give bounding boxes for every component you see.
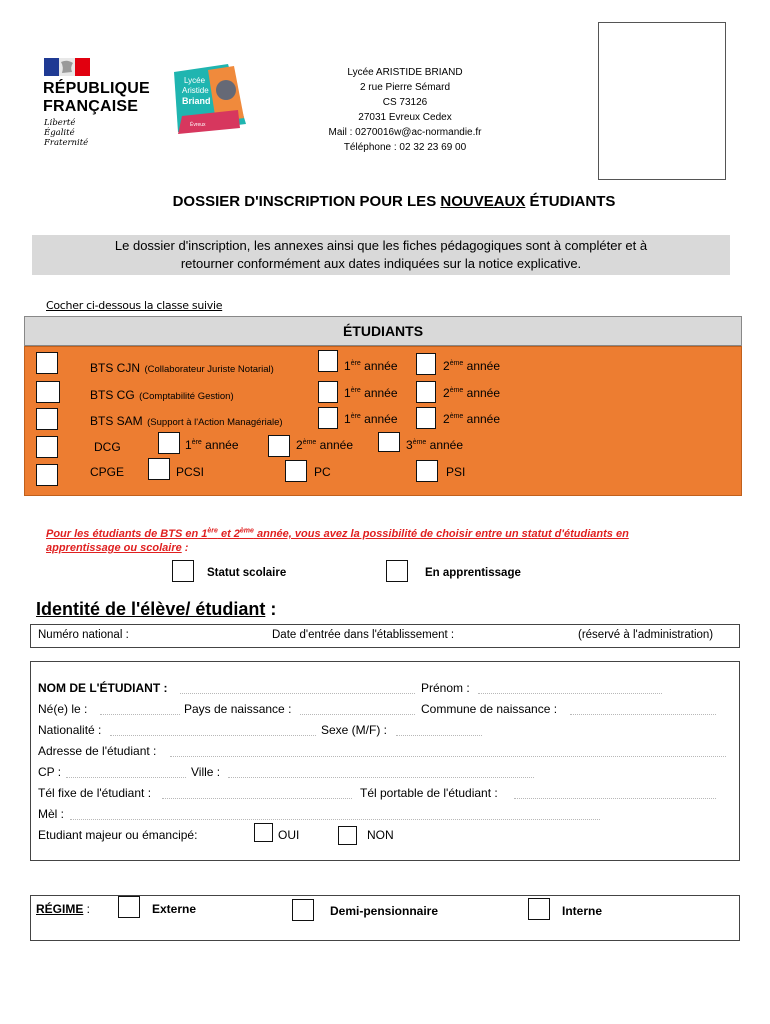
numero-national-label: Numéro national :	[38, 629, 129, 641]
motto-liberte: Liberté	[44, 118, 76, 128]
cpge-checkbox[interactable]	[36, 464, 58, 486]
pcsi-label: PCSI	[176, 465, 205, 479]
pays-field[interactable]	[300, 714, 415, 715]
cp-label: CP :	[38, 765, 62, 779]
regime-demi-pensionnaire-label: Demi-pensionnaire	[330, 904, 439, 918]
dcg-year1-label: 1ère année	[185, 438, 239, 452]
bts-cg-year1-label: 1ère année	[344, 386, 398, 400]
dcg-year2-label: 2ème année	[296, 438, 354, 452]
bts-cg-label	[90, 386, 234, 404]
dcg-year3-label: 3ème année	[406, 438, 464, 452]
bts-cjn-checkbox[interactable]	[36, 352, 58, 374]
majeur-non-label: NON	[367, 828, 394, 842]
school-cs: CS 73126	[382, 97, 428, 108]
commune-field[interactable]	[570, 714, 716, 715]
lycee-logo	[168, 62, 250, 138]
pays-label: Pays de naissance :	[184, 702, 292, 716]
majeur-label: Etudiant majeur ou émancipé:	[38, 828, 198, 842]
adresse-label: Adresse de l'étudiant :	[38, 744, 157, 758]
page-title	[0, 193, 770, 210]
adresse-field[interactable]	[170, 756, 726, 757]
bts-cjn-year2-label: 2ème année	[443, 359, 501, 373]
lycee-logo-subtitle: Évreux	[190, 122, 206, 128]
regime-externe-checkbox[interactable]	[118, 896, 140, 918]
identity-heading: Identité de l'élève/ étudiant :	[36, 599, 277, 619]
bts-sam-year2-checkbox[interactable]	[416, 407, 436, 429]
majeur-oui-label: OUI	[278, 828, 300, 842]
tel-fixe-field[interactable]	[162, 798, 352, 799]
majeur-non-checkbox[interactable]	[338, 826, 357, 845]
pc-label: PC	[314, 465, 331, 479]
motto-fraternite: Fraternité	[44, 138, 89, 148]
school-name: Lycée ARISTIDE BRIAND	[347, 67, 463, 78]
notice-line1: Le dossier d'inscription, les annexes ainsi que les fiches pédagogiques sont à compléter et à	[114, 238, 648, 253]
lycee-logo-line3: Briand	[182, 96, 211, 106]
title-after: ÉTUDIANTS	[525, 193, 616, 210]
bts-status-line1: Pour les étudiants de BTS en 1ère et 2ème année, vous avez la possibilité de choisir entre un statut d'étudiants en	[46, 527, 629, 540]
dcg-year1-checkbox[interactable]	[158, 432, 180, 454]
majeur-oui-checkbox[interactable]	[254, 823, 273, 842]
commune-label: Commune de naissance :	[421, 702, 558, 716]
ville-field[interactable]	[228, 777, 534, 778]
lycee-logo-line2: Aristide	[182, 86, 209, 95]
dcg-checkbox[interactable]	[36, 436, 58, 458]
bts-cg-checkbox[interactable]	[36, 381, 60, 403]
statut-scolaire-checkbox[interactable]	[172, 560, 194, 582]
school-mail: Mail : 0270016w@ac-normandie.fr	[328, 127, 482, 138]
bts-cjn-label	[90, 359, 274, 377]
mel-field[interactable]	[70, 819, 600, 820]
bts-cjn-year1-checkbox[interactable]	[318, 350, 338, 372]
class-instruction: Cocher ci-dessous la classe suivie	[46, 299, 223, 312]
school-phone: Téléphone : 02 32 23 69 00	[343, 142, 467, 153]
prenom-field[interactable]	[478, 693, 662, 694]
bts-cjn-year1-label: 1ère année	[344, 359, 398, 373]
apprentissage-checkbox[interactable]	[386, 560, 408, 582]
bts-cjn-detail: (Collaborateur Juriste Notarial)	[144, 364, 274, 375]
title-before: DOSSIER D'INSCRIPTION POUR LES	[172, 193, 441, 210]
cp-field[interactable]	[66, 777, 186, 778]
regime-interne-label: Interne	[562, 904, 603, 918]
republique-line2: FRANÇAISE	[43, 98, 139, 115]
bts-sam-year2-label: 2ème année	[443, 412, 501, 426]
bts-cg-year2-label: 2ème année	[443, 386, 501, 400]
bts-cg-year1-checkbox[interactable]	[318, 381, 338, 403]
apprentissage-label: En apprentissage	[425, 567, 521, 579]
regime-demi-pensionnaire-checkbox[interactable]	[292, 899, 314, 921]
bts-sam-label	[90, 412, 283, 430]
bts-sam-year1-checkbox[interactable]	[318, 407, 338, 429]
notice-box	[32, 235, 730, 275]
tel-portable-label: Tél portable de l'étudiant :	[360, 786, 498, 800]
bts-cg-year2-checkbox[interactable]	[416, 381, 436, 403]
identity-heading-text: Identité de l'élève/ étudiant	[36, 599, 266, 619]
bts-cjn-year2-checkbox[interactable]	[416, 353, 436, 375]
pc-checkbox[interactable]	[285, 460, 307, 482]
photo-box[interactable]	[598, 22, 726, 180]
students-header-label: ÉTUDIANTS	[342, 323, 424, 339]
statut-scolaire-label: Statut scolaire	[207, 567, 287, 579]
motto-egalite: Égalité	[44, 128, 75, 138]
cpge-label: CPGE	[90, 465, 125, 479]
dcg-year3-checkbox[interactable]	[378, 432, 400, 452]
bts-sam-name: BTS SAM	[90, 414, 143, 428]
mel-label: Mèl :	[38, 807, 65, 821]
bts-sam-detail: (Support à l'Action Managériale)	[147, 417, 283, 428]
nom-label: NOM DE L'ÉTUDIANT :	[38, 681, 168, 695]
regime-externe-label: Externe	[152, 902, 197, 916]
pcsi-checkbox[interactable]	[148, 458, 170, 480]
ne-le-label: Né(e) le :	[38, 702, 88, 716]
notice-line2: retourner conformément aux dates indiquées sur la notice explicative.	[180, 256, 582, 271]
bts-sam-checkbox[interactable]	[36, 408, 58, 430]
students-header	[24, 316, 742, 346]
tel-portable-field[interactable]	[514, 798, 716, 799]
psi-label: PSI	[446, 465, 466, 479]
date-entree-label: Date d'entrée dans l'établissement :	[272, 629, 455, 641]
tel-fixe-label: Tél fixe de l'étudiant :	[38, 786, 152, 800]
republique-line1: RÉPUBLIQUE	[43, 80, 150, 97]
nom-field[interactable]	[180, 693, 415, 694]
prenom-label: Prénom :	[421, 681, 470, 695]
school-address	[300, 65, 510, 155]
title-underlined: NOUVEAUX	[440, 193, 526, 210]
regime-label: RÉGIME :	[36, 902, 91, 916]
ne-le-field[interactable]	[100, 714, 180, 715]
bts-status-notice	[46, 527, 746, 555]
regime-interne-checkbox[interactable]	[528, 898, 550, 920]
sexe-field[interactable]	[396, 735, 482, 736]
bts-cg-name: BTS CG	[90, 388, 135, 402]
bts-status-line2: apprentissage ou scolaire :	[46, 542, 189, 554]
nationalite-label: Nationalité :	[38, 723, 102, 737]
psi-checkbox[interactable]	[416, 460, 438, 482]
school-street: 2 rue Pierre Sémard	[359, 82, 451, 93]
lycee-logo-line1: Lycée	[184, 76, 206, 85]
bts-cjn-name: BTS CJN	[90, 361, 141, 375]
school-city: 27031 Evreux Cedex	[358, 112, 452, 123]
reserved-admin-label: (réservé à l'administration)	[578, 629, 714, 641]
bts-cg-detail: (Comptabilité Gestion)	[139, 391, 234, 402]
ville-label: Ville :	[191, 765, 221, 779]
dcg-year2-checkbox[interactable]	[268, 435, 290, 457]
dcg-label: DCG	[94, 440, 121, 454]
sexe-label: Sexe (M/F) :	[321, 723, 388, 737]
nationalite-field[interactable]	[110, 735, 316, 736]
marianne-icon	[44, 58, 90, 76]
bts-sam-year1-label: 1ère année	[344, 412, 398, 426]
